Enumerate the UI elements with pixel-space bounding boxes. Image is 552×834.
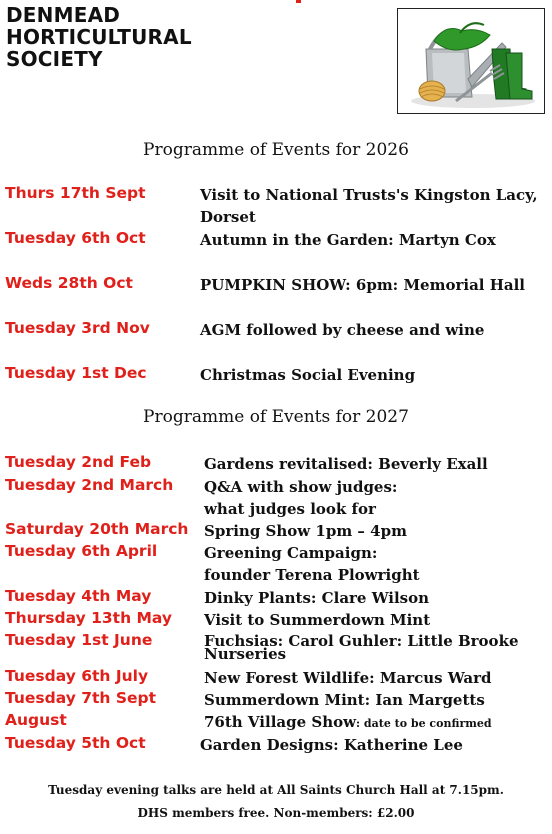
event-description-line: founder Terena Plowright: [204, 566, 420, 584]
event-description: [204, 520, 407, 542]
footer-talks-note: Tuesday evening talks are held at All Saints Church Hall at 7.15pm.: [48, 783, 504, 797]
event-date: Tuesday 1st Dec: [5, 364, 147, 382]
event-date: Tuesday 6th Oct: [5, 229, 146, 247]
event-description-line: Nurseries: [204, 645, 287, 663]
society-name-line: HORTICULTURAL: [6, 25, 192, 49]
event-description-line: New Forest Wildlife: Marcus Ward: [204, 669, 492, 687]
event-date: Tuesday 3rd Nov: [5, 319, 150, 337]
event-date: Tuesday 2nd Feb: [5, 453, 152, 471]
event-date: Tuesday 2nd March: [5, 476, 174, 494]
programme-2027-heading: Programme of Events for 2027: [143, 407, 409, 427]
event-description: [204, 453, 488, 475]
event-description-line: Visit to Summerdown Mint: [204, 611, 431, 629]
society-name-line: DENMEAD: [6, 3, 121, 27]
event-description: [200, 734, 463, 756]
event-description-line: AGM followed by cheese and wine: [200, 321, 485, 339]
event-description: [204, 689, 485, 711]
event-description-line: Greening Campaign:: [204, 544, 378, 562]
event-description-line: Dorset: [200, 208, 256, 226]
event-description-line: Fuchsias: Carol Guhler: Little Brooke: [204, 632, 519, 650]
event-note: : date to be confirmed: [356, 717, 492, 730]
event-description-line: what judges look for: [204, 500, 376, 518]
event-description: [200, 229, 496, 251]
red-mark: [296, 0, 301, 3]
event-date: Tuesday 6th April: [5, 542, 158, 560]
society-name-line: SOCIETY: [6, 47, 103, 71]
event-description: [200, 184, 538, 228]
event-description: [204, 711, 492, 735]
event-description: [204, 632, 519, 663]
garden-tools-logo: [397, 8, 545, 114]
event-description-line: PUMPKIN SHOW: 6pm: Memorial Hall: [200, 276, 525, 294]
event-description-line: Dinky Plants: Clare Wilson: [204, 589, 430, 607]
event-description-line: Garden Designs: Katherine Lee: [200, 736, 463, 754]
programme-2026-heading: Programme of Events for 2026: [143, 140, 409, 160]
event-description-line: [204, 711, 492, 735]
garden-tools-icon: [398, 9, 544, 113]
event-description-line: Q&A with show judges:: [204, 478, 398, 496]
event-date: Thurs 17th Sept: [5, 184, 146, 202]
event-description-line: Gardens revitalised: Beverly Exall: [204, 455, 488, 473]
event-description-line: Visit to National Trusts's Kingston Lacy,: [200, 186, 538, 204]
event-description-line: Spring Show 1pm – 4pm: [204, 522, 407, 540]
event-date: Tuesday 5th Oct: [5, 734, 146, 752]
event-description: [204, 667, 491, 689]
footer-prices-note: DHS members free. Non-members: £2.00: [137, 806, 415, 820]
event-date: Tuesday 4th May: [5, 587, 152, 605]
event-description: [200, 274, 525, 296]
event-description-text: 76th Village Show: [204, 713, 357, 731]
event-date: Saturday 20th March: [5, 520, 189, 538]
event-date: Weds 28th Oct: [5, 274, 133, 292]
event-date: Tuesday 7th Sept: [5, 689, 157, 707]
event-description-line: Christmas Social Evening: [200, 366, 416, 384]
event-date: Tuesday 6th July: [5, 667, 149, 685]
event-date: August: [5, 711, 67, 729]
event-description: [204, 542, 420, 586]
event-description: [204, 609, 430, 631]
event-description: [200, 364, 415, 386]
event-description: [200, 319, 484, 341]
event-description: [204, 476, 397, 520]
event-description: [204, 587, 429, 609]
event-description-line: Summerdown Mint: Ian Margetts: [204, 691, 485, 709]
event-date: Tuesday 1st June: [5, 631, 153, 649]
event-description-line: Autumn in the Garden: Martyn Cox: [200, 231, 496, 249]
society-name: [6, 4, 192, 70]
event-date: Thursday 13th May: [5, 609, 173, 627]
